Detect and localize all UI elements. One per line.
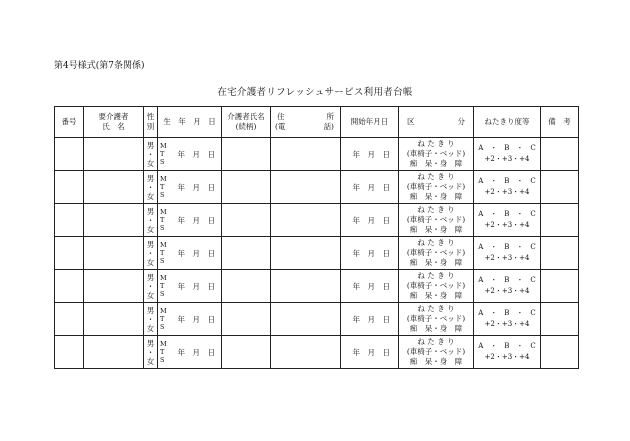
cell-birth-date[interactable] [158, 138, 222, 171]
cell-caregiver-name[interactable] [222, 138, 271, 171]
header-caregiver: 介護者氏名 (続柄) [222, 107, 271, 138]
era-options: M T S [160, 175, 167, 199]
cell-address[interactable] [271, 336, 341, 369]
cell-birth-date[interactable] [158, 336, 222, 369]
cell-birth-date[interactable] [158, 237, 222, 270]
header-address: 住 所 (電 話) [271, 107, 341, 138]
cell-start-date[interactable]: 年 月 日 [341, 303, 399, 336]
cell-remarks[interactable] [541, 270, 579, 303]
cell-start-date[interactable]: 年 月 日 [341, 237, 399, 270]
cell-sex[interactable]: 男 ・ 女 [144, 336, 158, 369]
table-row [55, 336, 579, 369]
cell-care-recipient-name[interactable] [84, 204, 144, 237]
cell-address[interactable] [271, 270, 341, 303]
user-ledger-table [54, 106, 579, 369]
cell-caregiver-name[interactable] [222, 303, 271, 336]
cell-caregiver-name[interactable] [222, 336, 271, 369]
era-options: M T S [160, 208, 167, 232]
cell-number[interactable] [55, 270, 84, 303]
header-bedridden-degree: ねたきり度等 [474, 107, 541, 138]
cell-remarks[interactable] [541, 237, 579, 270]
birth-ymd: 年 月 日 [177, 347, 215, 357]
cell-start-date[interactable]: 年 月 日 [341, 138, 399, 171]
cell-sex[interactable]: 男 ・ 女 [144, 138, 158, 171]
header-birth-date: 生 年 月 日 [158, 107, 222, 138]
cell-sex[interactable]: 男 ・ 女 [144, 171, 158, 204]
cell-care-recipient-name[interactable] [84, 336, 144, 369]
header-sex: 性 別 [144, 107, 158, 138]
cell-start-date[interactable]: 年 月 日 [341, 171, 399, 204]
cell-address[interactable] [271, 303, 341, 336]
cell-bedridden-degree[interactable]: A ・ B ・ C +2・+3・+4 [474, 270, 541, 303]
cell-caregiver-name[interactable] [222, 204, 271, 237]
era-options: M T S [160, 241, 167, 265]
cell-caregiver-name[interactable] [222, 237, 271, 270]
cell-caregiver-name[interactable] [222, 171, 271, 204]
cell-category[interactable]: ね た き り (車椅子・ベッド) 痴 呆・身 障 [399, 336, 474, 369]
cell-care-recipient-name[interactable] [84, 171, 144, 204]
header-remarks: 備 考 [541, 107, 579, 138]
birth-ymd: 年 月 日 [177, 248, 215, 258]
header-care-recipient: 要介護者 氏 名 [84, 107, 144, 138]
cell-care-recipient-name[interactable] [84, 138, 144, 171]
birth-ymd: 年 月 日 [177, 215, 215, 225]
cell-bedridden-degree[interactable]: A ・ B ・ C +2・+3・+4 [474, 171, 541, 204]
cell-care-recipient-name[interactable] [84, 270, 144, 303]
table-row [55, 204, 579, 237]
cell-start-date[interactable]: 年 月 日 [341, 336, 399, 369]
form-number: 第4号様式(第7条関係) [54, 61, 145, 71]
cell-start-date[interactable]: 年 月 日 [341, 270, 399, 303]
cell-start-date[interactable]: 年 月 日 [341, 204, 399, 237]
birth-ymd: 年 月 日 [177, 182, 215, 192]
cell-caregiver-name[interactable] [222, 270, 271, 303]
cell-number[interactable] [55, 138, 84, 171]
cell-address[interactable] [271, 204, 341, 237]
cell-category[interactable]: ね た き り (車椅子・ベッド) 痴 呆・身 障 [399, 204, 474, 237]
era-options: M T S [160, 274, 167, 298]
cell-category[interactable]: ね た き り (車椅子・ベッド) 痴 呆・身 障 [399, 237, 474, 270]
cell-category[interactable]: ね た き り (車椅子・ベッド) 痴 呆・身 障 [399, 171, 474, 204]
cell-address[interactable] [271, 138, 341, 171]
cell-remarks[interactable] [541, 303, 579, 336]
birth-ymd: 年 月 日 [177, 281, 215, 291]
cell-bedridden-degree[interactable]: A ・ B ・ C +2・+3・+4 [474, 138, 541, 171]
birth-ymd: 年 月 日 [177, 314, 215, 324]
header-number: 番号 [55, 107, 84, 138]
cell-sex[interactable]: 男 ・ 女 [144, 204, 158, 237]
era-options: M T S [160, 142, 167, 166]
table-row [55, 237, 579, 270]
cell-category[interactable]: ね た き り (車椅子・ベッド) 痴 呆・身 障 [399, 270, 474, 303]
cell-care-recipient-name[interactable] [84, 303, 144, 336]
cell-birth-date[interactable] [158, 270, 222, 303]
cell-bedridden-degree[interactable]: A ・ B ・ C +2・+3・+4 [474, 204, 541, 237]
cell-sex[interactable]: 男 ・ 女 [144, 237, 158, 270]
cell-remarks[interactable] [541, 204, 579, 237]
era-options: M T S [160, 340, 167, 364]
cell-number[interactable] [55, 303, 84, 336]
cell-category[interactable]: ね た き り (車椅子・ベッド) 痴 呆・身 障 [399, 138, 474, 171]
cell-number[interactable] [55, 204, 84, 237]
cell-bedridden-degree[interactable]: A ・ B ・ C +2・+3・+4 [474, 237, 541, 270]
table-row [55, 270, 579, 303]
table-row [55, 171, 579, 204]
table-row [55, 138, 579, 171]
cell-number[interactable] [55, 237, 84, 270]
cell-remarks[interactable] [541, 138, 579, 171]
cell-sex[interactable]: 男 ・ 女 [144, 303, 158, 336]
era-options: M T S [160, 307, 167, 331]
cell-category[interactable]: ね た き り (車椅子・ベッド) 痴 呆・身 障 [399, 303, 474, 336]
cell-bedridden-degree[interactable]: A ・ B ・ C +2・+3・+4 [474, 336, 541, 369]
cell-bedridden-degree[interactable]: A ・ B ・ C +2・+3・+4 [474, 303, 541, 336]
document-title: 在宅介護者リフレッシュサービス利用者台帳 [217, 87, 413, 98]
table-row [55, 303, 579, 336]
cell-address[interactable] [271, 237, 341, 270]
header-start-date: 開始年月日 [341, 107, 399, 138]
header-category: 区 分 [399, 107, 474, 138]
cell-number[interactable] [55, 336, 84, 369]
cell-birth-date[interactable] [158, 303, 222, 336]
cell-address[interactable] [271, 171, 341, 204]
cell-number[interactable] [55, 171, 84, 204]
cell-birth-date[interactable] [158, 171, 222, 204]
cell-birth-date[interactable] [158, 204, 222, 237]
cell-remarks[interactable] [541, 336, 579, 369]
cell-care-recipient-name[interactable] [84, 237, 144, 270]
cell-sex[interactable]: 男 ・ 女 [144, 270, 158, 303]
cell-remarks[interactable] [541, 171, 579, 204]
header-row [55, 107, 579, 138]
birth-ymd: 年 月 日 [177, 149, 215, 159]
